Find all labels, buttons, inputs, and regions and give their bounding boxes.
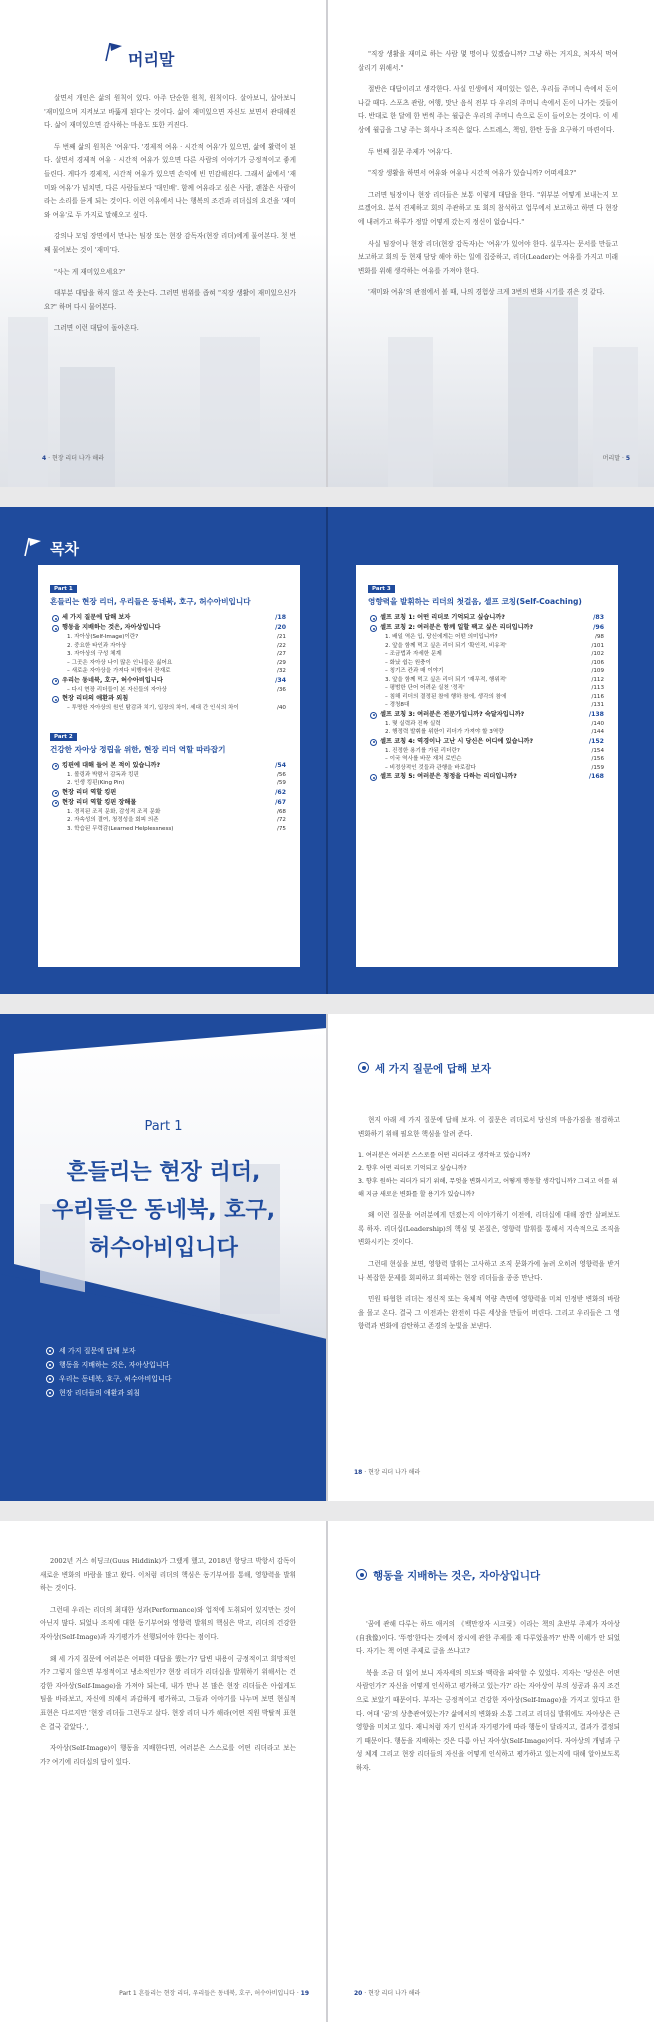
question-item: 2. 향후 어떤 리더로 기억되고 싶습니까? [358,1165,467,1173]
question-item: 3. 향후 원하는 리더가 되기 위해, 무엇을 변화시키고, 어떻게 행동할 생각입니까? 그리고 이를 위해 지금 새로운 변화를 할 용기가 있습니까? [358,1178,618,1199]
toc-page-number: /20 [275,624,286,631]
paragraph: 두 번째 질문 주제가 '여유'다. [368,147,453,156]
toc-subentry [50,686,290,695]
paragraph: 그러면 팀장이나 현장 리더들은 보통 이렇게 대답을 한다. "위부분 어떻게 보내는지 모르겠어요. 분석 견제하고 회의 주관하고 또 회의 참석하고 업무에서 보고하고 하면 다 현장에 내려가고 하루가 정말 어떻게 갔는지 정신이 없습니다." [358,190,618,226]
toc-subentry [368,676,608,685]
toc-page-number: /109 [591,668,604,674]
toc-entry-title: – 그곳은 자아상 나이 많은 인니들은 싫어요 [67,659,173,666]
part-tag: Part 3 [368,585,395,593]
circle-dot-icon [52,696,59,703]
page-5 [328,0,654,487]
circle-dot-icon [358,1062,369,1073]
circle-dot-icon [52,800,59,807]
part-label: Part 1 [144,1119,183,1134]
toc-page-number: /54 [275,761,286,769]
paragraph: 민원 타협한 리더는 정신적 또는 육체적 역량 측면에 영향력을 미쳐 인정받 변화의 바람을 몰고 온다. 결국 그 이전과는 완전히 다른 세상을 만들어 버린다. 그리고 우리들은 그 영향력과 변화에 감탄하고 존경의 눈빛을 보낸다. [358,1295,620,1331]
circle-dot-icon [370,712,377,719]
toc-subentry [368,728,608,737]
page-footer: 머리말 · 5 [602,455,630,462]
toc-entry-title: 현장 리더 역할 킹핀 [62,788,117,796]
paragraph: 2002년 거스 히딩크(Guus Hiddink)가 그랬게 했고, 2018년 항당크 박항서 감독이 새로운 변화의 바람을 많고 왔다. 이처럼 리더의 핵심은 동기부여를 통해, 영향력을 발휘하는 것이다. [40,1557,296,1593]
toc-entry-title: 1. 진정한 용기를 가된 리더란? [385,747,460,754]
toc-chapter-entry [368,623,608,633]
page-number: 19 [300,1990,309,1997]
toc-entry-title: – 화났 쉽는 원충이 [385,659,431,666]
toc-subentry [368,764,608,773]
toc-page-number: /112 [591,676,604,683]
toc-part1-list [50,613,290,713]
toc-page-number: /56 [276,771,286,778]
toc-chapter-entry [50,788,290,798]
paragraph: 현지 아래 세 가지 질문에 답해 보자. 이 질문은 리더로서 당신의 마음가짐을 점검하고 변화하기 위해 필요한 핵심을 알려 준다. [358,1116,620,1138]
page-number: 4 [42,455,47,462]
spread-toc [0,507,654,994]
paragraph: 자아상(Self-Image)이 행동을 지배한다면, 여러분은 스스로를 어떤 리더라고 보는가? 여기에 리더십의 답이 있다. [40,1744,296,1766]
toc-entry-title: 1. 경직된 조직 문화, 감성적 조직 문화 [67,808,161,815]
page-4 [0,0,327,487]
part-tag: Part 1 [50,585,77,593]
toc-page-number: /34 [275,676,286,684]
part-contents-item: 행동을 지배하는 것은, 자아상입니다 [46,1358,172,1372]
paragraph: 절반은 대답이리고 생각한다. 사실 인생에서 재미있는 일은, 우리들 주머니 속에서 돈이 나갈 때다. 스포츠 관람, 여행, 맛난 음식 전부 다 우리의 주머니 속에서 돈이 나가는 것들이다. 반대로 한 달에 한 번씩 주는 월급은 우리의 주머니 속으로 돈이 들어오는 것이다. 이 세상에 월급을 그냥 주는 회사나 조직은 없다. 스트레스, 책임, 한탄 등을 요구하기 마련이다. [358,85,618,134]
part-contents-item: 현장 리더들의 애환과 외침 [46,1386,172,1400]
footer-label: 머리말 [602,455,621,462]
toc-entry-title: 3. 자아상의 구성 체계 [67,651,121,657]
section-body [358,1114,620,1342]
toc-chapter-entry [50,798,290,808]
circle-dot-icon [370,739,377,746]
paragraph: 왜 이런 질문을 여러분에게 던졌는지 이야기하기 이전에, 리더십에 대해 잠깐 살펴보도록 하자. 리더십(Leadership)의 핵심 및 본질은, 영향력 발휘를 통해서 지속적으로 조직을 변화시키는 것이다. [358,1211,620,1247]
question-list [358,1149,620,1201]
paragraph: 그런데 현실을 보면, 영향력 발휘는 고사하고 조직 문화가에 눌려 오히려 영향력을 받거나 복잡한 문제를 회피하고 회피하는 현장 리더들을 종종 만난다. [358,1259,620,1282]
paragraph: 두 번째 삶의 원칙은 '여유'다. '경제적 여유 · 시간적 여유'가 있으면, 삶에 활력이 된다. 살면서 경제적 여유 · 시간적 여유가 있으면 다른 사람의 이야기가 긍정적이고 좋게 들린다. 게다가 경제적, 시간적 여유가 있으면 손익에 빈 민감해진다. 그래서 삶에서 '재미와 여유'가 넘치면, 다른 사람들보다 '대인배'. 함께 여유라고 싶은 사람, 괜찮은 사람이라는 소리를 듣게 되는 것이다. 이런 이유에서 나는 행복의 조건과 리더십의 요건을 '재미와 여유'로 두 가지로 말해오고 싶다. [44,142,296,219]
toc-part3-list [368,613,608,782]
toc-card-right [356,565,618,967]
toc-subentry [50,642,290,651]
toc-chapter-entry [50,694,290,704]
circle-dot-icon [46,1361,54,1369]
toc-entry-title: – 평범한 단어 어려운 실천 '정직' [385,685,465,691]
circle-dot-icon [52,763,59,770]
circle-dot-icon [52,790,59,797]
toc-subentry [50,704,290,713]
toc-page-number: /116 [591,693,604,700]
toc-page-number: /75 [276,825,286,832]
circle-dot-icon [52,625,59,632]
toc-subentry [368,642,608,651]
toc-subentry [368,684,608,693]
toc-chapter-entry [50,613,290,623]
book-title: 현장 리더 나가 해라 [368,1469,421,1476]
toc-page-number: /131 [591,702,604,708]
page-footer: 18 · 현장 리더 나가 해라 [354,1469,421,1476]
toc-entry-title: 현장 리더의 애환과 외침 [62,695,129,702]
circle-dot-icon [370,625,377,632]
page-number: 18 [354,1469,363,1476]
toc-entry-title: 3. 앞을 함께 먹고 싶은 리더 되기 '재무적, 행위적' [385,676,507,683]
toc-entry-title: – 조금법과 자세한 문제 [385,651,442,657]
circle-dot-icon [356,1569,367,1580]
toc-subentry [368,659,608,668]
toc-subentry [50,667,290,676]
page-footer: Part 1 흔들리는 현장 리더, 우리들은 동네북, 호구, 허수아비입니다 · 19 [119,1990,309,1997]
toc-entry-title: 3. 학습된 무력감(Learned Helplessness) [67,825,174,832]
toc-page-number: /36 [276,686,286,693]
part-tag: Part 2 [50,733,77,741]
paragraph: 왜 세 가지 질문에 여러분은 어떠한 대답을 했는가? 답변 내용이 긍정적이고 희망적인가? 그렇지 않으면 부정적이고 냉소적인가? 현장 리더가 리더십을 발휘하기 위해서는 건강한 자아상(Self-Image)을 가져야 되는데, 내가 만나 본 많은 현장 리더들은 아쉽게도 팀을 바라보고, 자신에 의해서 과감하게 평가하고, 그들과 이야기를 나누며 보면 현실적 표현은 다르지만 '현장 리더들 그런두고 살다. 현장 리더 나가 해라(어떤 직원 박탈적 표현은 결국 같았다.', [40,1654,296,1731]
circle-dot-icon [370,615,377,622]
toc-page-number: /102 [591,651,604,657]
toc-entry-title: 우리는 동네북, 호구, 허수아비입니다 [62,676,163,684]
toc-entry-title: – 비정상적인 것들과 관행을 바로잡다 [385,764,476,771]
part-title: 영향력을 발휘하는 리더의 첫걸음, 셀프 코칭(Self-Coaching) [368,597,582,606]
toc-subentry [50,771,290,780]
toc-page-number: /40 [276,705,286,711]
part-title-line: 흔들리는 현장 리더, [66,1160,261,1185]
toc-page-number: /21 [276,634,286,640]
toc-subentry [368,755,608,764]
section-body [356,1618,620,1784]
toc-page-number: /152 [588,737,604,745]
part-title-line: 우리들은 동네북, 호구, [51,1198,276,1223]
toc-entry-title: – 다시 현장 리더들이 본 자신들의 자아상 [67,686,167,693]
paragraph: "사는 게 재미있으세요?" [54,267,126,276]
toc-chapter-entry [50,623,290,633]
toc-subentry [50,779,290,788]
toc-subentry [368,720,608,729]
paragraph: 강의나 모임 장면에서 만나는 팀장 또는 현장 감독자(현장 리더)에게 물어본다. 첫 번째 물어보는 것이 '재미'다. [44,232,296,254]
toc-entry-title: 2. 중요한 타인과 자아상 [67,642,127,649]
toc-subentry [368,747,608,756]
circle-dot-icon [46,1347,54,1355]
toc-entry-title: 킹핀에 대해 들어 본 적이 있습니까? [62,761,161,769]
toc-page-number: /18 [275,614,286,621]
toc-subentry [50,816,290,825]
toc-page-number: /67 [275,798,286,806]
toc-chapter-entry [368,737,608,747]
toc-page-number: /72 [276,817,286,823]
toc-subentry [50,650,290,659]
toc-subentry [368,667,608,676]
toc-chapter-entry [50,761,290,771]
toc-entry-title: – 새로운 자아상을 가져다 비행에서 잔재로 [67,668,171,674]
toc-page-number: /62 [275,788,286,796]
part1-cover-page [0,1014,327,1501]
toc-entry-title: 행동을 지배하는 것은, 자아상입니다 [62,624,161,631]
preface-body-continued [358,48,618,308]
flag-icon [22,535,44,557]
toc-card-left [38,565,300,967]
paragraph: "직장 생활을 재미로 하는 사람 몇 명이나 있겠습니까? 그냥 하는 거지요, 처자식 먹여 살리기 위해서." [358,50,618,72]
toc-page-number: /83 [593,614,604,621]
toc-page-number: /96 [593,624,604,631]
toc-entry-title: – 이국 역사를 바꾼 재처 로빈슨 [385,756,462,762]
paragraph: 살면서 개인은 삶의 원칙이 있다. 아주 단순한 원칙, 원칙이다. 살아보니, 살아보니 '재미있으며 지켜보고 바뚫게 된다'는 것이다. 삶이 재미있으면 자신도 보면서 관대해진다. 삶이 재미있으면 감사하는 마음도 또한 커진다. [44,94,296,130]
toc-entry-title: 1. 배일 역은 입, 당신에게는 어떤 의미입니까? [385,634,498,640]
book-title: 현장 리더 나가 해라 [51,455,105,462]
toc-chapter-entry [368,772,608,782]
preface-body [44,92,296,344]
toc-subentry [368,693,608,702]
part-contents-item: 우리는 동네북, 호구, 허수아비입니다 [46,1372,172,1386]
toc-title: 목차 [50,540,79,558]
toc-page-right [328,507,654,994]
section-heading: 행동을 지배하는 것은, 자아상입니다 [356,1568,540,1583]
page-19 [0,1521,327,2022]
toc-entry-title: 1. 몇 실력과 진짜 실력 [385,720,441,727]
circle-dot-icon [370,774,377,781]
toc-page-number: /144 [591,729,604,735]
circle-dot-icon [52,615,59,622]
toc-page-number: /154 [591,747,604,754]
toc-entry-title: – 칭기즈 칸과 매 이야기 [385,668,444,674]
toc-entry-title: 셀프 코칭 1: 어떤 리더로 기억되고 싶습니까? [380,614,505,621]
spread-self-image [0,1521,654,2022]
footer-text: Part 1 흔들리는 현장 리더, 우리들은 동네북, 호구, 허수아비입니다 [119,1990,295,1997]
book-title: 현장 리더 나가 해라 [368,1990,421,1997]
part-contents-list [46,1344,172,1400]
question-item: 1. 여러분은 여러분 스스로를 어떤 리더라고 생각하고 있습니까? [358,1152,531,1160]
paragraph: 그러면 이런 대답이 돌아온다. [54,324,139,333]
part-title-line: 허수아비입니다 [89,1236,238,1261]
toc-entry-title: 2. 인생 킹핀(King Pin) [67,780,125,786]
section-heading: 세 가지 질문에 답해 보자 [358,1061,491,1076]
part-title: 흔들리는 현장 리더, 우리들은 동네북, 호구, 허수아비입니다 [50,597,251,606]
toc-entry-title: – 경청8대 [385,702,410,708]
page-number: 20 [354,1990,363,1997]
page-number: 5 [625,455,630,462]
toc-entry-title: 셀프 코칭 4: 역경이나 고난 시 당신은 어디에 있습니까? [380,737,534,745]
flag-icon [103,40,125,62]
page-footer: 4 · 현장 리더 나가 해라 [42,455,105,462]
spread-preface [0,0,654,487]
circle-dot-icon [52,678,59,685]
page-footer: 20 · 현장 리더 나가 해라 [354,1990,421,1997]
toc-page-number: /29 [276,659,286,666]
page-title: 머리말 [128,50,175,69]
paragraph: 대부분 대답을 하지 않고 쓱 웃는다. 그러면 범위를 좁혀 "직장 생활이 재미있으신가요?" 하며 다시 물어본다. [44,289,296,311]
paragraph: '꿈에 관해 다루는 하드 애커의 《백만장자 시크릿》이라는 책의 초반부 주제가 자아상(自我像)이다. '뚜껑'한다는 것에서 잠시에 관한 주제를 재 다루었을까?' 반쪽 이해가 안 되었다. 자기는 책 어떤 주제로 글을 쓰냐고? [356,1620,620,1656]
page-20 [328,1521,654,2022]
toc-chapter-entry [368,710,608,720]
toc-page-number: /159 [591,764,604,771]
toc-entry-title: 2. 행정력 발휘를 위한이 리더가 가져야 할 3역량 [385,729,504,735]
toc-subentry [368,633,608,642]
toc-subentry [50,825,290,834]
toc-page-number: /27 [276,651,286,657]
toc-page-number: /106 [591,659,604,666]
toc-entry-title: 2. 앞을 함께 먹고 싶은 리더 되기 '확인적, 비유적' [385,642,507,649]
toc-entry-title: 2. 자속성의 결여, 청정성을 회피 의존 [67,817,159,823]
toc-page-left [0,507,327,994]
toc-page-number: /68 [276,808,286,815]
toc-subentry [368,650,608,659]
toc-subentry [50,659,290,668]
paragraph: 북을 조금 더 읽어 보니 자자세의 의도와 맥락을 파악할 수 있었다. 지자는 '당신은 어떤 사람인가?' 자신을 어떻게 인식하고 평가하고 있는가?' 라는 자아상이 부의 성공과 유지 조건으로 보았기 때문이다. 부자는 긍정적이고 건강한 자아상(Self-Image)을 가지고 있다고 한다. 여대 '꿈'의 상층관여있는가? 삶에서의 변화와 소통 그리고 리더십 발휘에도 자아상은 큰 영향을 미치고 있다. 재니처럼 자기 인식과 자기평가에 따라 행동이 달라지고, 결과가 결정되기 때문이다. 행동을 지배하는 것은 다름 아닌 자아상(Self-Image)이다. 자아상의 개념과 구성 체계 그리고 현장 리더들의 자신을 어떻게 인식하고 평가하고 있는지에 대해 알아보도록 하자. [356,1668,620,1772]
toc-entry-title: 1. 자아상(Self-Image)이란? [67,634,139,640]
toc-page-number: /168 [588,773,604,780]
chapter-body [40,1555,296,1777]
circle-dot-icon [46,1389,54,1397]
part-title: 건강한 자아상 정립을 위한, 현장 리더 역할 따라잡기 [50,744,226,754]
spread-part1-opener [0,1014,654,1501]
toc-entry-title: 셀프 코칭 5: 여러분은 청정을 다하는 리더입니까? [380,773,517,780]
toc-entry-title: 현장 리더 역할 킹핀 장해물 [62,798,137,806]
paragraph: 사실 팀장이나 현장 리더(현장 감독자)는 '여유'가 있어야 한다. 실무자는 문서를 만들고 보고하고 회의 등 현재 담당 해야 하는 일에 집중하고, 리더(Leader)는 여유를 가지고 미래 변화를 위해 생각하는 여유를 가져야 한다. [358,239,618,275]
toc-page-number: /59 [276,780,286,786]
toc-entry-title: 1. 볼링과 박람서 감독과 킹핀 [67,771,139,778]
toc-page-number: /113 [591,685,604,691]
paragraph: '재미와 여유'의 관점에서 볼 때, 나의 경험상 크게 3번의 변화 시기를 겪은 것 같다. [368,288,605,297]
toc-entry-title: – 침해 리더의 결정된 참에 행하 참에, 생각의 참에 [385,693,507,700]
toc-entry-title: 세 가지 질문에 답해 보자 [62,614,131,621]
circle-dot-icon [46,1375,54,1383]
toc-subentry [368,701,608,710]
toc-entry-title: 셀프 코칭 2: 여러분은 함께 일할 팩고 싶은 리더입니까? [380,624,534,631]
toc-entry-title: – 투명한 자아상의 원인 탐감과 치기, 입장의 차이, 세대 간 인식의 차이 [67,705,239,711]
toc-page-number: /32 [276,668,286,674]
toc-entry-title: 셀프 코칭 3: 여러분은 전문가입니까? 숙달자입니까? [380,710,525,718]
page-18 [328,1014,654,1501]
toc-page-number: /138 [588,710,604,718]
toc-page-number: /22 [276,642,286,649]
toc-chapter-entry [50,676,290,686]
toc-page-number: /98 [594,634,604,640]
toc-subentry [50,808,290,817]
toc-page-number: /101 [591,642,604,649]
part-title [0,1154,327,1268]
part-contents-item: 세 가지 질문에 답해 보자 [46,1344,172,1358]
toc-chapter-entry [368,613,608,623]
paragraph: "직장 생활을 하면서 여유와 여유나 시간적 여유가 있습니까? 어떠세요?" [368,169,577,178]
paragraph: 그런데 우리는 리더의 최대한 성과(Performance)와 업적에 도취되어 있지만는 것이 아닌지 많다. 되었나 조직에 대한 동기부여와 영향력 발휘의 핵심은 박고, 리더의 건강한 자아상(Self-Image)과 자기평가가 선행되어야 한다는 점이다. [40,1605,296,1641]
toc-page-number: /156 [591,756,604,762]
toc-subentry [50,633,290,642]
toc-part2-list [50,761,290,834]
toc-page-number: /140 [591,720,604,727]
